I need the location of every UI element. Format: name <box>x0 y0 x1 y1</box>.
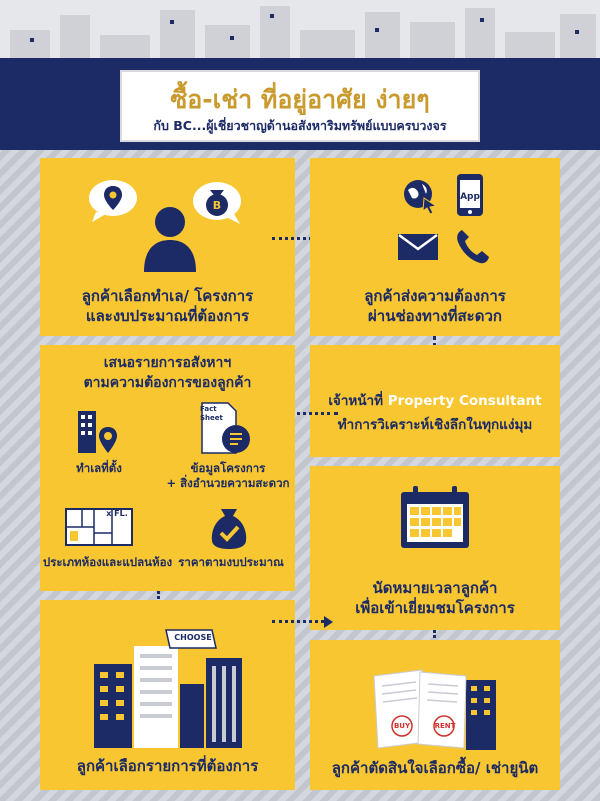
cursor-web-icon <box>400 176 440 216</box>
step-3-line2: ทำการวิเคราะห์เชิงลึกในทุกแง่มุม <box>337 417 533 433</box>
flow-arrow-5-head <box>324 616 333 628</box>
page-subtitle: กับ BC...ผู้เชี่ยวชาญด้านอสังหาริมทรัพย์แบบครบวงจร <box>153 118 447 133</box>
choose-label: CHOOSE <box>174 633 212 642</box>
money-bag-icon <box>208 505 250 551</box>
step-2-line1: ลูกค้าส่งความต้องการ <box>364 287 506 305</box>
item-rooms: ประเภทห้องและแปลนห้อง <box>42 555 173 569</box>
step-7-panel <box>310 640 560 790</box>
step-3-line1 <box>310 391 560 411</box>
item-price: ราคาตามงบประมาณ <box>178 555 284 569</box>
envelope-icon <box>396 232 440 262</box>
step-1-panel <box>40 158 295 336</box>
item-info-line1: ข้อมูลโครงการ <box>190 461 266 475</box>
fact-sheet-label: Fact Sheet <box>200 405 223 422</box>
step-4-line1: เสนอรายการอสังหาฯ <box>103 355 232 371</box>
step-4-panel <box>40 345 295 591</box>
item-location: ทำเลที่ตั้ง <box>76 461 122 475</box>
location-pin-icon <box>88 178 138 222</box>
flow-arrow-3 <box>290 412 338 415</box>
step-3-highlight: Property Consultant <box>387 393 542 409</box>
step-1-line1: ลูกค้าเลือกทำเล/ โครงการ <box>81 287 254 305</box>
flow-arrow-5 <box>272 620 324 623</box>
buildings-icon <box>88 628 248 748</box>
title-box <box>120 70 480 142</box>
page-title: ซื้อ-เช่า ที่อยู่อาศัย ง่ายๆ <box>170 85 430 114</box>
step-3-panel <box>310 345 560 457</box>
step-5-line2: เพื่อเข้าเยี่ยมชมโครงการ <box>355 599 515 617</box>
person-icon <box>140 202 200 272</box>
building-pin-icon <box>74 405 120 455</box>
step-4-line2: ตามความต้องการของลูกค้า <box>83 375 252 391</box>
step-1-line2: และงบประมาณที่ต้องการ <box>85 307 250 325</box>
calendar-icon <box>399 484 471 550</box>
phone-icon <box>454 226 492 266</box>
buy-stamp: BUY <box>393 722 411 730</box>
step-2-line2: ผ่านช่องทางที่สะดวก <box>368 307 502 325</box>
step-6-panel <box>40 600 295 790</box>
step-3-prefix: เจ้าหน้าที่ <box>328 393 388 409</box>
contract-icon <box>370 666 500 750</box>
floor-label: x FL. <box>106 509 128 518</box>
svg-text:B: B <box>212 199 222 212</box>
rent-stamp: RENT <box>434 722 456 730</box>
step-5-line1: นัดหมายเวลาลูกค้า <box>372 579 498 597</box>
step-6-line1: ลูกค้าเลือกรายการที่ต้องการ <box>76 757 259 775</box>
step-7-line1: ลูกค้าตัดสินใจเลือกซื้อ/ เช่ายูนิต <box>331 759 539 777</box>
item-info-line2: + สิ่งอำนวยความสะดวก <box>166 476 290 490</box>
step-5-panel <box>310 466 560 630</box>
step-2-panel <box>310 158 560 336</box>
app-label: App <box>460 192 480 202</box>
